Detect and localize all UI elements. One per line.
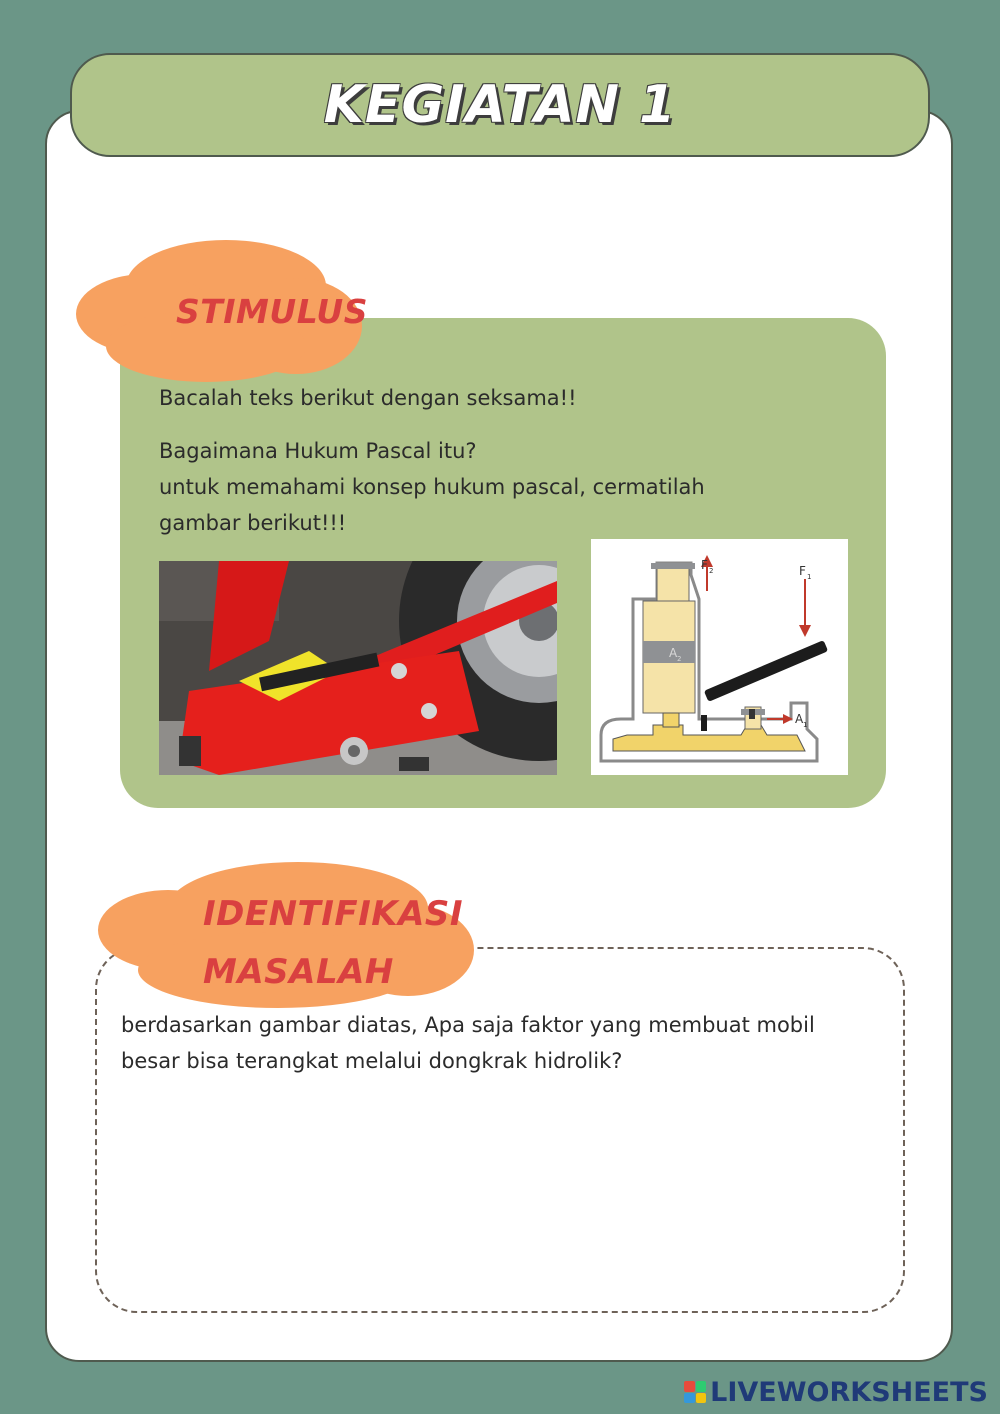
svg-text:1: 1 xyxy=(803,721,808,729)
stimulus-line-2: untuk memahami konsep hukum pascal, cermatilah xyxy=(159,475,705,499)
label-a2: A xyxy=(669,646,678,660)
stimulus-intro: Bacalah teks berikut dengan seksama!! xyxy=(159,386,577,410)
question-text xyxy=(121,1007,891,1079)
label-a1: A xyxy=(795,712,804,726)
car-jack-photo xyxy=(159,561,557,775)
brand-text: LIVEWORKSHEETS xyxy=(710,1376,988,1408)
title-banner xyxy=(70,53,930,157)
hydraulic-jack-diagram xyxy=(591,539,848,775)
svg-text:2: 2 xyxy=(709,567,714,575)
identifikasi-label-line-2: MASALAH xyxy=(203,952,394,992)
label-f1: F xyxy=(799,564,806,578)
svg-text:2: 2 xyxy=(677,655,682,663)
label-f2: F xyxy=(701,558,708,572)
question-line-1: berdasarkan gambar diatas, Apa saja faktor yang membuat mobil xyxy=(121,1013,815,1037)
svg-text:1: 1 xyxy=(807,573,812,581)
identifikasi-label-line-1: IDENTIFIKASI xyxy=(203,894,464,934)
stimulus-line-3: gambar berikut!!! xyxy=(159,511,347,535)
page-title: KEGIATAN 1 xyxy=(323,75,677,135)
stimulus-line-1: Bagaimana Hukum Pascal itu? xyxy=(159,439,477,463)
stimulus-label: STIMULUS xyxy=(176,292,368,331)
liveworksheets-logo-icon xyxy=(684,1381,706,1403)
liveworksheets-brand[interactable] xyxy=(684,1376,988,1408)
question-line-2: besar bisa terangkat melalui dongkrak hidrolik? xyxy=(121,1049,623,1073)
